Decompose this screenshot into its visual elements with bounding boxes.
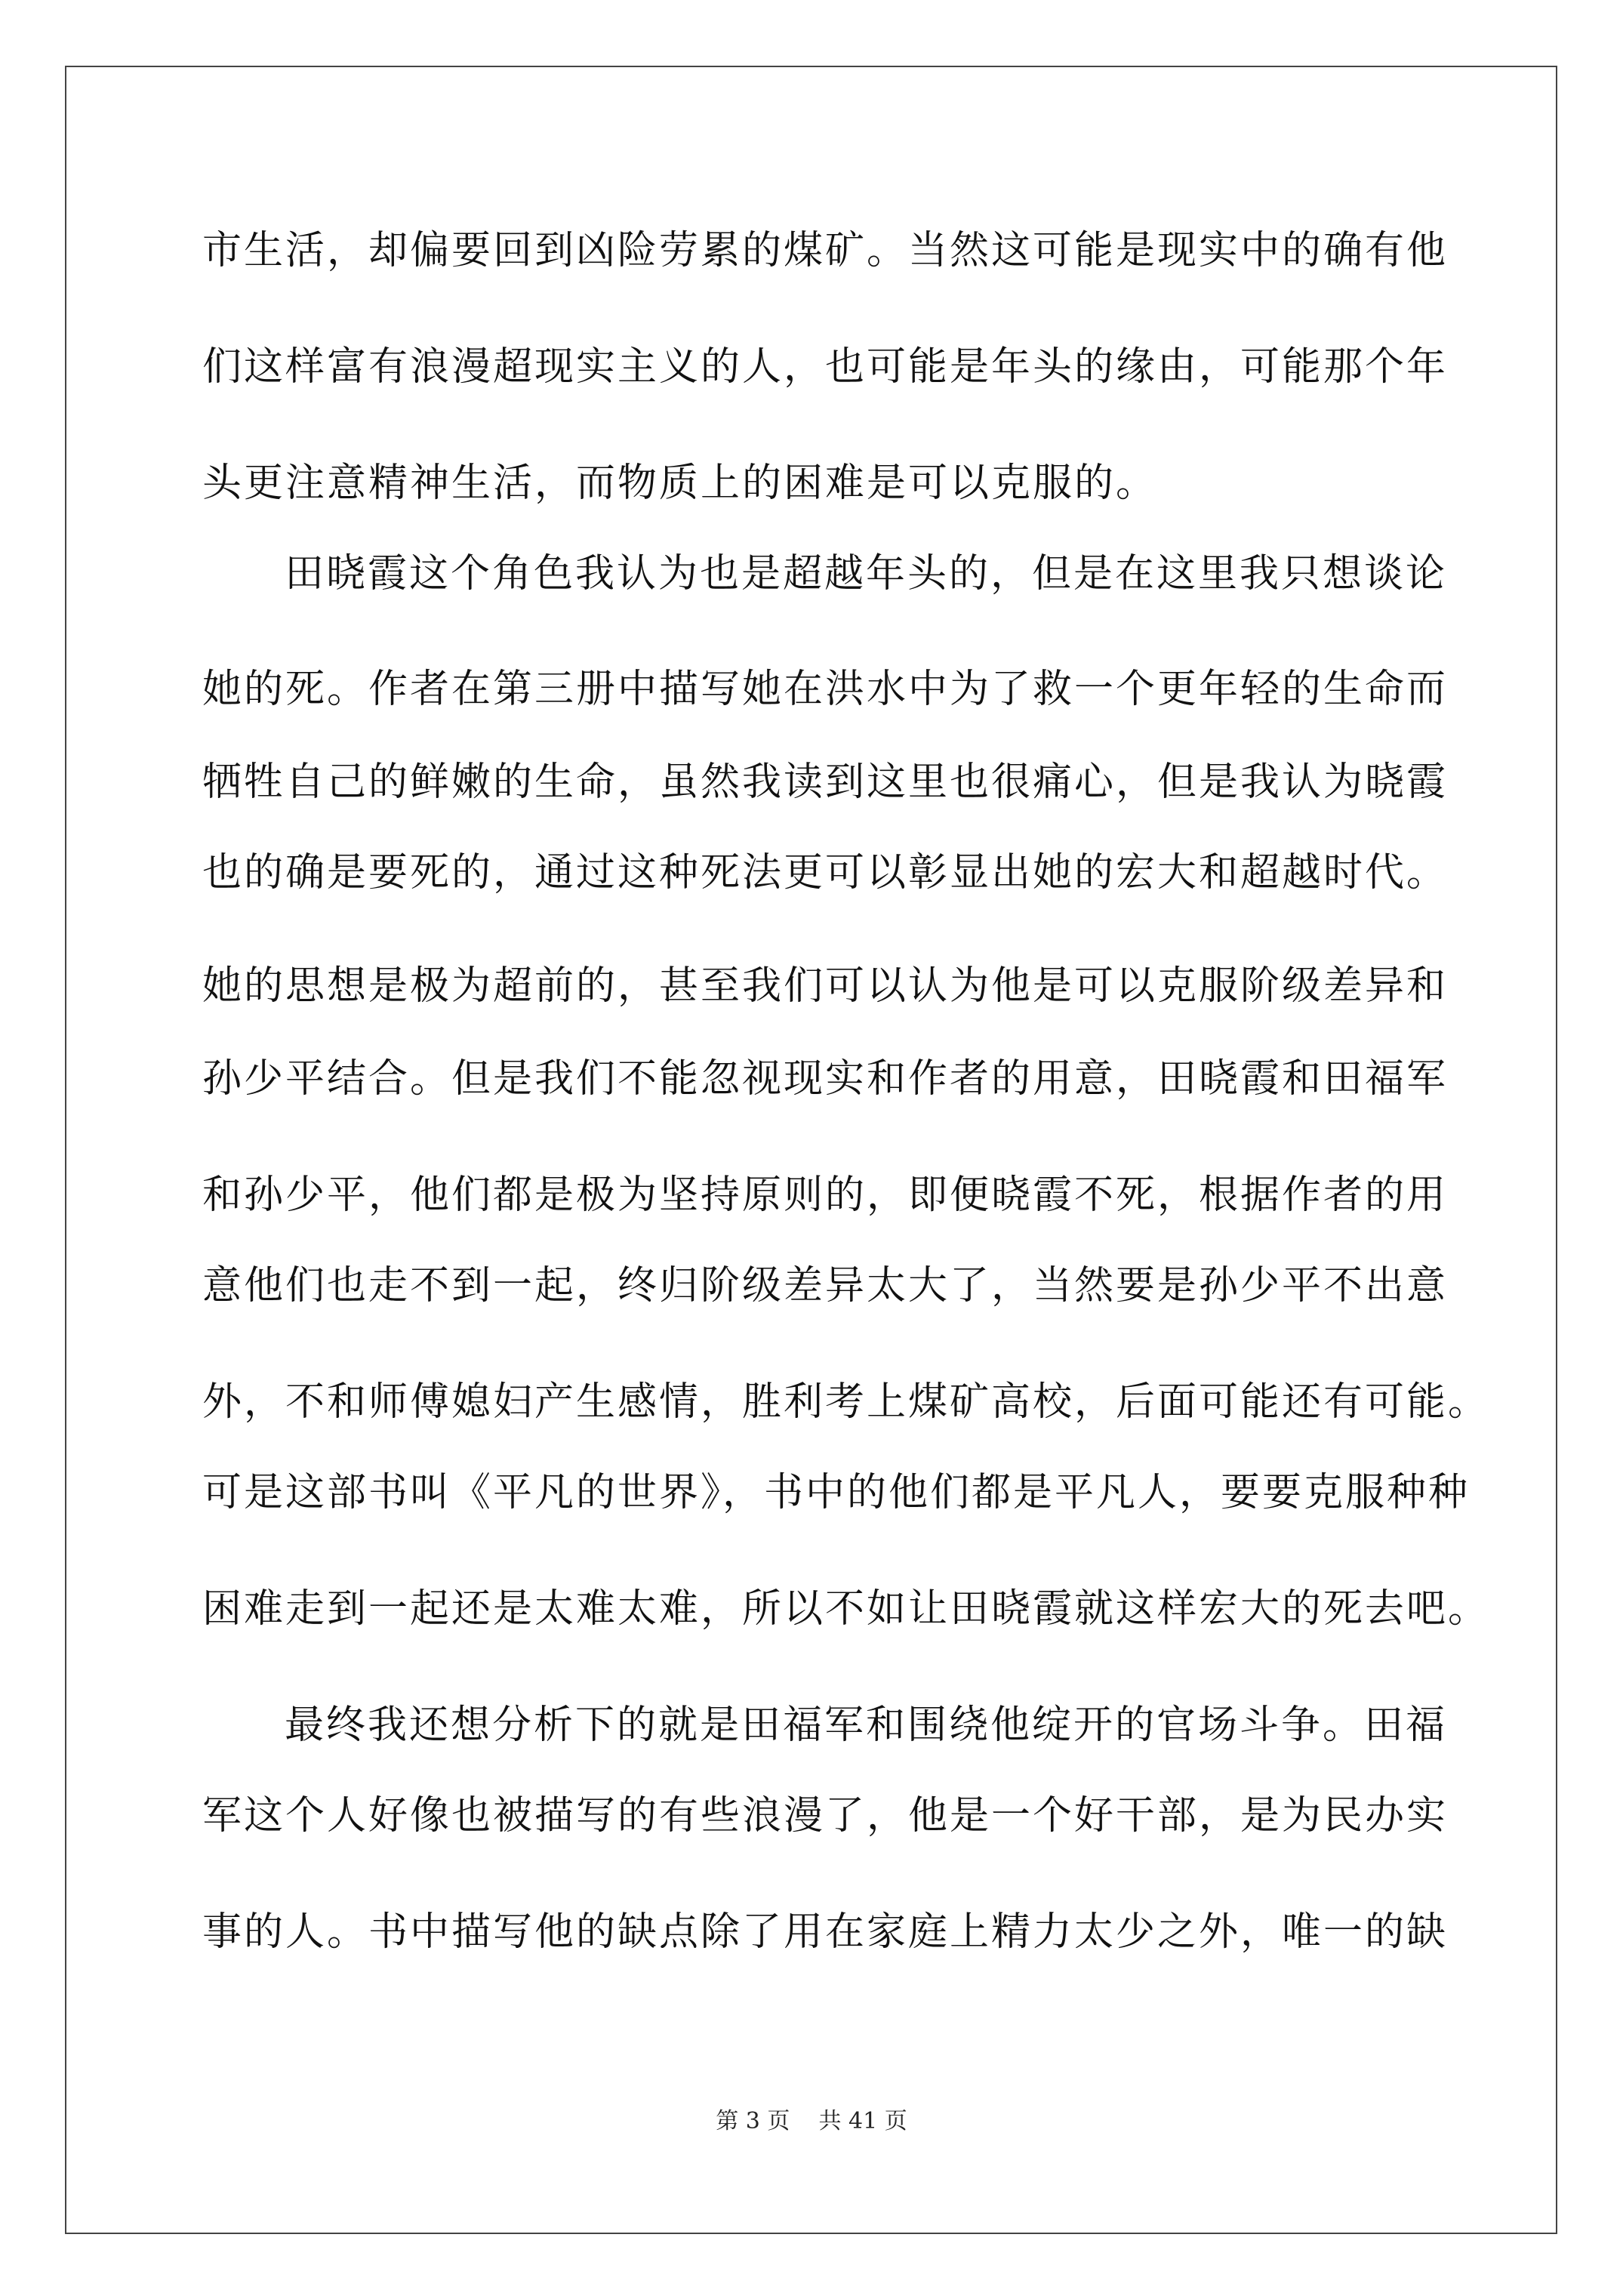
- paragraph-first-line: 田晓霞这个角色我认为也是超越年头的，但是在这里我只想谈论: [285, 551, 1448, 596]
- page-footer: 第 3 页 共 41 页: [716, 2108, 907, 2134]
- text-line: 她的思想是极为超前的，甚至我们可以认为他是可以克服阶级差异和: [202, 963, 1449, 1009]
- text-line: 也的确是要死的，通过这种死法更可以彰显出她的宏大和超越时代。: [202, 850, 1449, 895]
- text-line: 外，不和师傅媳妇产生感情，胜利考上煤矿高校，后面可能还有可能。: [202, 1379, 1490, 1425]
- text-line: 孙少平结合。但是我们不能忽视现实和作者的用意，田晓霞和田福军: [202, 1056, 1449, 1102]
- text-line: 牺牲自己的鲜嫩的生命，虽然我读到这里也很痛心，但是我认为晓霞: [202, 760, 1449, 805]
- text-line: 和孙少平，他们都是极为坚持原则的，即便晓霞不死，根据作者的用: [202, 1173, 1449, 1218]
- text-line: 可是这部书叫《平凡的世界》，书中的他们都是平凡人，要要克服种种: [202, 1470, 1471, 1515]
- text-line: 意他们也走不到一起，终归阶级差异太大了，当然要是孙少平不出意: [202, 1263, 1449, 1308]
- text-line: 困难走到一起还是太难太难，所以不如让田晓霞就这样宏大的死去吧。: [202, 1586, 1490, 1632]
- text-line: 事的人。书中描写他的缺点除了用在家庭上精力太少之外，唯一的缺: [202, 1909, 1449, 1955]
- text-line: 头更注意精神生活，而物质上的困难是可以克服的。: [202, 461, 1158, 506]
- paragraph-first-line: 最终我还想分析下的就是田福军和围绕他绽开的官场斗争。田福: [285, 1703, 1448, 1748]
- text-line: 她的死。作者在第三册中描写她在洪水中为了救一个更年轻的生命而: [202, 667, 1449, 712]
- text-line: 市生活，却偏要回到凶险劳累的煤矿。当然这可能是现实中的确有他: [202, 228, 1449, 273]
- text-line: 军这个人好像也被描写的有些浪漫了，他是一个好干部，是为民办实: [202, 1793, 1449, 1838]
- text-line: 们这样富有浪漫超现实主义的人，也可能是年头的缘由，可能那个年: [202, 344, 1449, 390]
